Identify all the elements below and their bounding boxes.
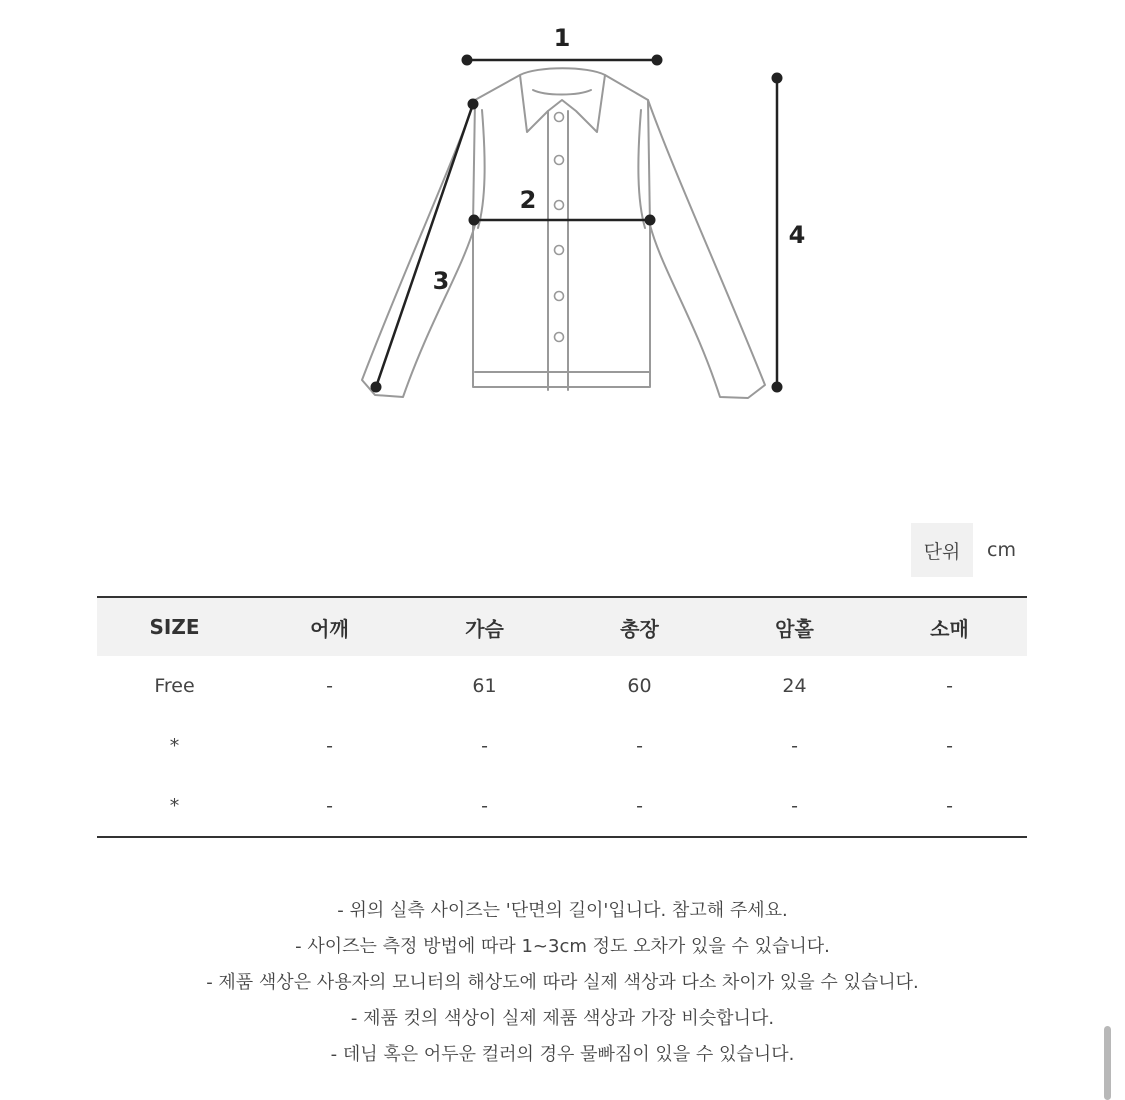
size-table	[97, 596, 1027, 838]
note-line: - 제품 컷의 색상이 실제 제품 색상과 가장 비슷합니다.	[350, 1008, 775, 1029]
note-line: - 제품 색상은 사용자의 모니터의 해상도에 따라 실제 색상과 다소 차이가 있을 수 있습니다.	[206, 972, 919, 993]
table-row	[97, 656, 1027, 716]
measure-label-4: 4	[788, 221, 806, 249]
table-cell: -	[636, 735, 643, 757]
unit-indicator	[911, 523, 1016, 577]
measure-label-1: 1	[553, 24, 571, 52]
table-cell: -	[791, 795, 798, 817]
measure-line-3	[371, 99, 478, 392]
table-cell: -	[946, 735, 953, 757]
table-cell: -	[326, 675, 333, 697]
table-cell: *	[169, 735, 180, 757]
unit-label: 단위	[911, 523, 973, 577]
table-cell: Free	[154, 675, 195, 697]
table-cell: -	[946, 795, 953, 817]
shirt-measurement-diagram	[0, 0, 1125, 430]
header-size: SIZE	[149, 615, 200, 639]
note-line: - 사이즈는 측정 방법에 따라 1~3cm 정도 오차가 있을 수 있습니다.	[295, 936, 830, 957]
header-armhole: 암홀	[775, 616, 814, 641]
measure-line-4	[772, 73, 782, 392]
table-cell: -	[946, 675, 953, 697]
table-cell: -	[326, 735, 333, 757]
note-line: - 위의 실측 사이즈는 '단면의 길이'입니다. 참고해 주세요.	[337, 900, 788, 921]
unit-value: cm	[987, 539, 1016, 561]
table-header-row	[97, 598, 1027, 656]
size-notes	[0, 893, 1125, 1073]
shirt-buttons	[555, 113, 564, 342]
table-cell: -	[791, 735, 798, 757]
measure-label-2: 2	[519, 186, 537, 214]
table-cell: -	[326, 795, 333, 817]
table-row	[97, 776, 1027, 836]
measure-line-2	[469, 215, 655, 225]
measure-label-3: 3	[432, 267, 450, 295]
header-total-length: 총장	[620, 616, 659, 641]
vertical-scrollbar[interactable]	[1104, 1026, 1111, 1100]
measure-line-1	[462, 55, 662, 65]
table-cell: -	[481, 735, 488, 757]
header-chest: 가슴	[465, 616, 504, 641]
table-cell: -	[481, 795, 488, 817]
table-cell: *	[169, 795, 180, 817]
table-cell: 24	[782, 675, 807, 697]
table-cell: 60	[627, 675, 652, 697]
header-shoulder: 어깨	[310, 616, 349, 641]
header-sleeve: 소매	[930, 616, 969, 641]
table-cell: -	[636, 795, 643, 817]
table-cell: 61	[472, 675, 497, 697]
table-row	[97, 716, 1027, 776]
note-line: - 데님 혹은 어두운 컬러의 경우 물빠짐이 있을 수 있습니다.	[330, 1044, 795, 1065]
